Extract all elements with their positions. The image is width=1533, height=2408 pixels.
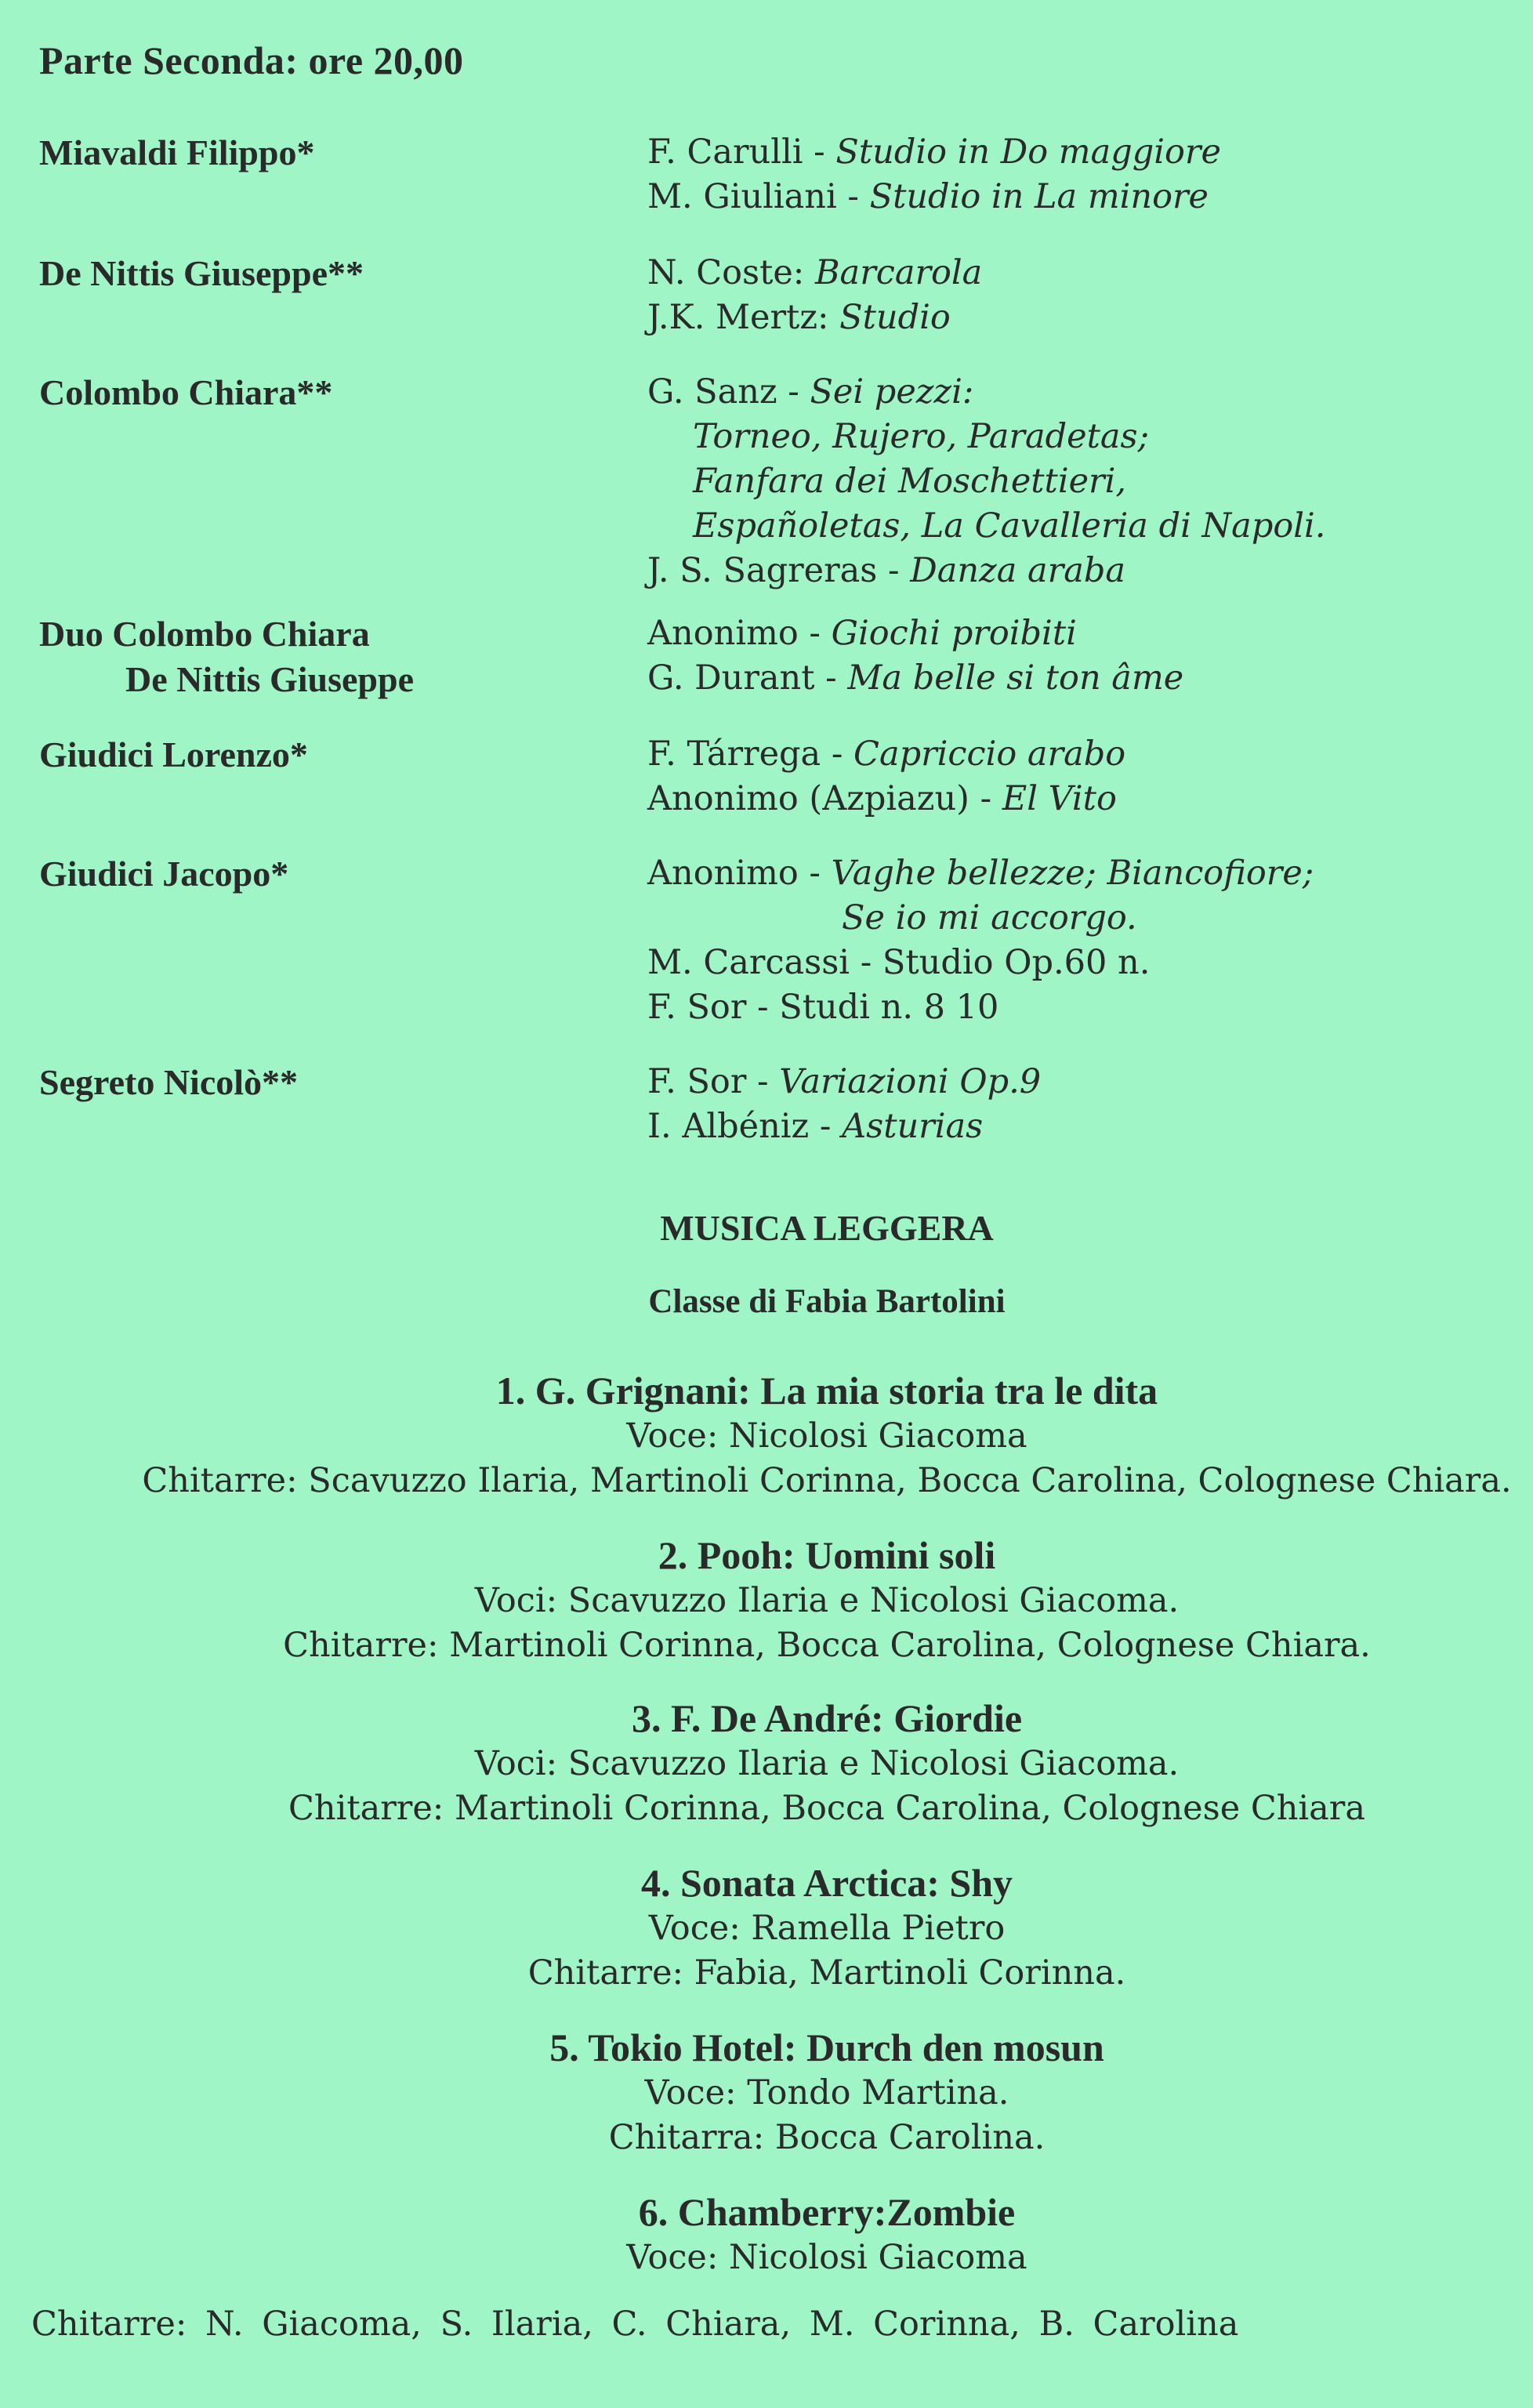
song-credit: Voci: Scavuzzo Ilaria e Nicolosi Giacoma. xyxy=(474,1581,1180,1620)
performer-name xyxy=(39,611,635,702)
piece-line xyxy=(647,611,1509,656)
composer: Anonimo (Azpiazu) - xyxy=(647,779,1002,818)
song-title: 6. Chamberry:Zombie xyxy=(638,2190,1016,2234)
song-entry xyxy=(0,2024,1533,2160)
piece-title: Fanfara dei Moschettieri, xyxy=(693,462,1126,501)
piece-line xyxy=(647,130,1509,175)
piece-list xyxy=(647,732,1509,821)
piece-line xyxy=(647,459,1509,504)
performer-line: Duo Colombo Chiara xyxy=(39,614,370,654)
song-entry xyxy=(0,1695,1533,1831)
composer: Anonimo - xyxy=(647,614,832,653)
song-credit: Chitarre: Martinoli Corinna, Bocca Carolina, Colognese Chiara. xyxy=(283,1626,1371,1665)
piece-list xyxy=(647,251,1509,340)
piece-line xyxy=(647,1060,1509,1104)
performer-line: De Nittis Giuseppe xyxy=(125,659,414,699)
performer-name xyxy=(39,732,635,778)
song-credit: Chitarre: Martinoli Corinna, Bocca Carolina, Colognese Chiara xyxy=(288,1789,1365,1828)
composer: I. Albéniz - xyxy=(647,1107,843,1146)
piece-title: Se io mi accorgo. xyxy=(842,898,1137,937)
composer: F. Tárrega - xyxy=(647,734,854,774)
piece-title: Torneo, Rujero, Paradetas; xyxy=(693,417,1150,456)
song-entry xyxy=(0,1367,1533,1503)
piece-title: El Vito xyxy=(1002,779,1117,818)
piece-line xyxy=(647,415,1509,459)
song-credit: Voce: Nicolosi Giacoma xyxy=(626,2238,1027,2277)
piece-list xyxy=(647,851,1509,1030)
song-credit: Chitarre: Fabia, Martinoli Corinna. xyxy=(527,1953,1126,1993)
piece-title: Sei pezzi: xyxy=(810,372,974,412)
piece-line xyxy=(647,985,1509,1030)
piece-line xyxy=(647,656,1509,701)
piece-title: Danza araba xyxy=(910,551,1126,590)
composer: F. Sor - Studi n. 8 10 xyxy=(647,988,999,1027)
piece-list xyxy=(647,370,1509,593)
piece-title: Studio in Do maggiore xyxy=(835,132,1221,172)
composer: M. Giuliani - xyxy=(647,177,870,216)
piece-line xyxy=(647,941,1509,985)
performer-line: Segreto Nicolò** xyxy=(39,1062,299,1102)
composer: M. Carcassi - Studio Op.60 n. xyxy=(647,943,1151,982)
song-title: 4. Sonata Arctica: Shy xyxy=(640,1861,1013,1905)
piece-list xyxy=(647,130,1509,219)
piece-title: Studio xyxy=(839,298,951,337)
song-credit: Voce: Ramella Pietro xyxy=(648,1909,1006,1948)
piece-line xyxy=(647,1104,1509,1149)
piece-line xyxy=(647,851,1509,896)
piece-title: Studio in La minore xyxy=(869,177,1209,216)
composer: G. Sanz - xyxy=(647,372,810,412)
song-entry xyxy=(0,1532,1533,1668)
piece-title: Variazioni Op.9 xyxy=(779,1062,1042,1101)
piece-title: Ma belle si ton âme xyxy=(847,658,1184,698)
performer-name xyxy=(39,1060,635,1105)
piece-title: Asturias xyxy=(842,1107,984,1146)
song-credit: Voce: Tondo Martina. xyxy=(644,2073,1009,2112)
piece-list xyxy=(647,1060,1509,1149)
song-entry xyxy=(0,2189,1533,2280)
part-heading: Parte Seconda: ore 20,00 xyxy=(39,38,464,82)
piece-line xyxy=(647,549,1509,593)
song-credit: Chitarra: Bocca Carolina. xyxy=(608,2118,1046,2157)
performer-name xyxy=(39,130,635,176)
performer-line: Giudici Lorenzo* xyxy=(39,734,308,774)
song-credit: Voce: Nicolosi Giacoma xyxy=(626,1416,1027,1456)
song-title: 3. F. De André: Giordie xyxy=(631,1696,1023,1740)
piece-line xyxy=(647,504,1509,549)
performer-name xyxy=(39,251,635,296)
composer: J. S. Sagreras - xyxy=(647,551,911,590)
performer-name xyxy=(39,851,635,897)
piece-line xyxy=(647,296,1509,340)
composer: F. Sor - xyxy=(647,1062,780,1101)
performer-line: Miavaldi Filippo* xyxy=(39,132,315,172)
final-credit-line: Chitarre: N. Giacoma, S. Ilaria, C. Chiara, M. Corinna, B. Carolina xyxy=(31,2305,1239,2344)
composer: G. Durant - xyxy=(647,658,848,698)
piece-line xyxy=(647,251,1509,296)
song-entry xyxy=(0,1859,1533,1996)
song-title: 1. G. Grignani: La mia storia tra le dita xyxy=(495,1369,1158,1413)
composer: Anonimo - xyxy=(647,854,832,893)
piece-line xyxy=(647,896,1509,941)
song-credit: Chitarre: Scavuzzo Ilaria, Martinoli Corinna, Bocca Carolina, Colognese Chiara. xyxy=(142,1461,1512,1500)
song-title: 5. Tokio Hotel: Durch den mosun xyxy=(549,2025,1104,2069)
section-title: MUSICA LEGGERA xyxy=(660,1208,994,1248)
piece-line xyxy=(647,732,1509,777)
piece-title: Barcarola xyxy=(814,253,983,292)
piece-list xyxy=(647,611,1509,701)
piece-title: Españoletas, La Cavalleria di Napoli. xyxy=(693,506,1326,546)
piece-title: Vaghe bellezze; Biancofiore; xyxy=(831,854,1314,893)
performer-line: De Nittis Giuseppe** xyxy=(39,253,364,293)
composer: J.K. Mertz: xyxy=(647,298,840,337)
piece-title: Capriccio arabo xyxy=(853,734,1126,774)
piece-title: Giochi proibiti xyxy=(831,614,1077,653)
piece-line xyxy=(647,777,1509,821)
performer-line: Colombo Chiara** xyxy=(39,372,333,412)
piece-line xyxy=(647,175,1509,219)
performer-line: Giudici Jacopo* xyxy=(39,854,289,894)
composer: F. Carulli - xyxy=(647,132,836,172)
piece-line xyxy=(647,370,1509,415)
performer-name xyxy=(39,370,635,415)
song-title: 2. Pooh: Uomini soli xyxy=(658,1533,996,1577)
class-title: Classe di Fabia Bartolini xyxy=(648,1283,1006,1320)
song-credit: Voci: Scavuzzo Ilaria e Nicolosi Giacoma. xyxy=(474,1744,1180,1783)
composer: N. Coste: xyxy=(647,253,815,292)
